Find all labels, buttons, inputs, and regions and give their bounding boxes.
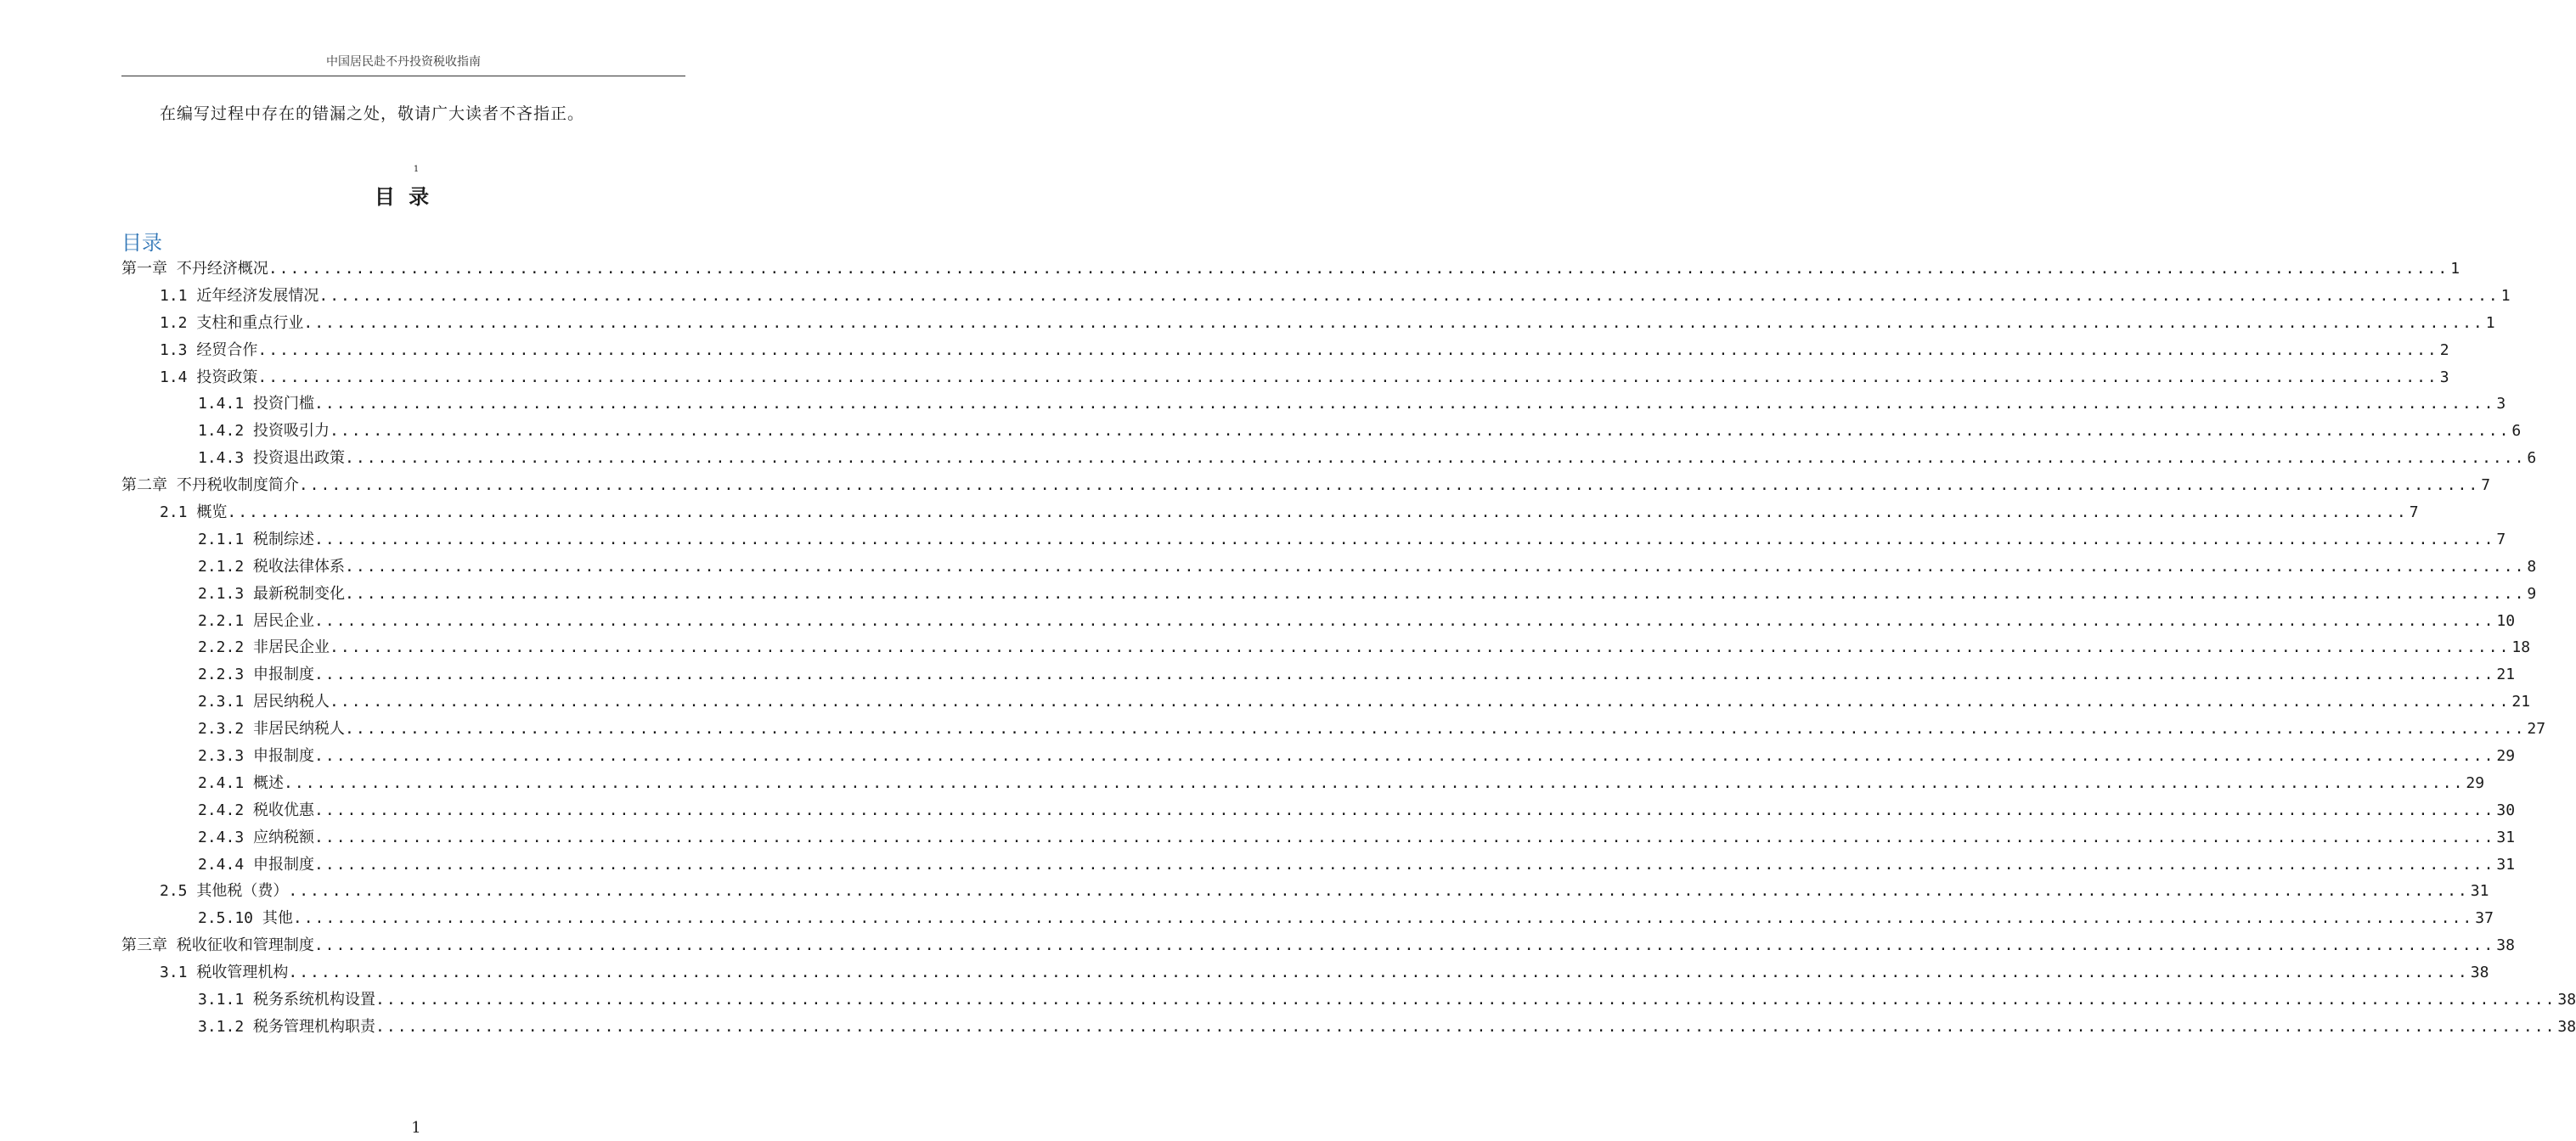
toc-entry-label: 1.2 支柱和重点行业	[160, 313, 304, 332]
toc-entry[interactable]	[121, 689, 2531, 716]
toc-entry[interactable]	[121, 959, 2489, 986]
toc-entry-page: 18	[2511, 638, 2531, 657]
toc-entry-label: 2.3.1 居民纳税人	[198, 693, 330, 711]
toc-entry-page: 31	[2496, 828, 2516, 846]
toc-entry[interactable]	[121, 716, 2546, 743]
toc-entry[interactable]	[121, 554, 2537, 581]
toc-entry[interactable]	[121, 797, 2516, 824]
toc-leader-dots: ........................................................................................................................................................................................................	[314, 801, 2495, 819]
toc-entry[interactable]	[121, 418, 2522, 445]
toc-leader-dots: ........................................................................................................................................................................................................	[314, 828, 2495, 846]
toc-entry-label: 2.1 概览	[160, 503, 228, 522]
toc-entry[interactable]	[121, 743, 2516, 770]
toc-entry[interactable]	[121, 337, 2449, 364]
toc-entry[interactable]	[121, 581, 2537, 608]
toc-entry-page: 21	[2496, 666, 2516, 684]
toc-entry-page: 37	[2475, 909, 2494, 928]
toc-entry-label: 1.3 经贸合作	[160, 340, 258, 359]
toc-leader-dots: ........................................................................................................................................................................................................	[345, 720, 2526, 739]
toc-entry-label: 3.1.2 税务管理机构职责	[198, 1017, 376, 1036]
toc-entry-page: 21	[2511, 693, 2531, 711]
toc-leader-dots: ........................................................................................................................................................................................................	[288, 882, 2469, 901]
toc-entry[interactable]	[121, 283, 2511, 310]
toc-leader-dots: ........................................................................................................................................................................................................	[298, 476, 2480, 495]
toc-entry[interactable]	[121, 445, 2537, 472]
running-header: 中国居民赴不丹投资税收指南	[121, 53, 685, 76]
toc-entry-page: 31	[2470, 882, 2489, 901]
toc-entry-label: 2.3.2 非居民纳税人	[198, 720, 346, 739]
toc-entry-label: 第二章 不丹税收制度简介	[121, 476, 299, 495]
toc-leader-dots: ........................................................................................................................................................................................................	[288, 964, 2469, 982]
toc-entry-page: 27	[2527, 720, 2546, 739]
toc-entry-page: 29	[2496, 747, 2516, 766]
toc-entry[interactable]	[121, 608, 2516, 635]
toc-entry-label: 2.1.2 税收法律体系	[198, 557, 346, 576]
toc-leader-dots: ........................................................................................................................................................................................................	[330, 638, 2511, 657]
toc-entry[interactable]	[121, 878, 2489, 905]
toc-entry-page: 38	[2557, 991, 2576, 1009]
toc-entry-page: 6	[2511, 422, 2522, 441]
toc-leader-dots: ........................................................................................................................................................................................................	[292, 909, 2474, 928]
toc-entry-page: 8	[2527, 557, 2537, 576]
toc-entry-page: 9	[2527, 584, 2537, 603]
toc-heading: 目录	[121, 231, 162, 255]
toc-entry-label: 2.4.3 应纳税额	[198, 828, 315, 846]
toc-entry-label: 2.4.2 税收优惠	[198, 801, 315, 819]
table-of-contents	[121, 256, 2576, 1041]
toc-leader-dots: ........................................................................................................................................................................................................	[227, 503, 2408, 522]
toc-entry[interactable]	[121, 932, 2515, 959]
toc-entry[interactable]	[121, 905, 2494, 932]
toc-leader-dots: ........................................................................................................................................................................................................	[314, 855, 2495, 874]
small-page-number: 1	[413, 165, 420, 174]
toc-entry-label: 2.5 其他税（费）	[160, 882, 289, 901]
toc-leader-dots: ........................................................................................................................................................................................................	[330, 422, 2511, 441]
toc-entry-label: 2.1.1 税制综述	[198, 530, 315, 548]
toc-entry[interactable]	[121, 391, 2506, 418]
toc-leader-dots: ........................................................................................................................................................................................................	[314, 395, 2495, 413]
toc-entry-page: 1	[2485, 313, 2495, 332]
toc-entry[interactable]	[121, 526, 2506, 554]
toc-entry-page: 38	[2557, 1017, 2576, 1036]
toc-leader-dots: ........................................................................................................................................................................................................	[375, 1017, 2556, 1036]
toc-leader-dots: ........................................................................................................................................................................................................	[375, 991, 2556, 1009]
toc-entry-label: 2.5.10 其他	[198, 909, 293, 928]
toc-entry-page: 1	[2500, 286, 2511, 305]
toc-entry-label: 1.4.1 投资门槛	[198, 395, 315, 413]
toc-entry-label: 2.3.3 申报制度	[198, 747, 315, 766]
toc-entry[interactable]	[121, 661, 2516, 689]
toc-entry-page: 2	[2439, 340, 2449, 359]
toc-entry-label: 3.1 税收管理机构	[160, 964, 289, 982]
toc-entry-label: 2.4.4 申报制度	[198, 855, 315, 874]
toc-leader-dots: ........................................................................................................................................................................................................	[314, 530, 2495, 548]
toc-entry-page: 7	[2409, 503, 2419, 522]
toc-entry-page: 6	[2527, 449, 2537, 468]
toc-entry-page: 10	[2496, 611, 2516, 630]
toc-leader-dots: ........................................................................................................................................................................................................	[345, 449, 2526, 468]
toc-entry[interactable]	[121, 256, 2460, 283]
toc-entry-page: 3	[2496, 395, 2506, 413]
toc-entry[interactable]	[121, 824, 2516, 852]
toc-leader-dots: ........................................................................................................................................................................................................	[314, 666, 2495, 684]
toc-entry[interactable]	[121, 364, 2449, 391]
toc-entry-page: 38	[2496, 936, 2515, 955]
toc-leader-dots: ........................................................................................................................................................................................................	[314, 747, 2495, 766]
toc-entry-page: 1	[2450, 260, 2460, 278]
toc-leader-dots: ........................................................................................................................................................................................................	[314, 611, 2495, 630]
toc-entry-label: 2.1.3 最新税制变化	[198, 584, 346, 603]
toc-entry-label: 1.4.3 投资退出政策	[198, 449, 346, 468]
toc-entry-label: 2.2.1 居民企业	[198, 611, 315, 630]
toc-entry-label: 第一章 不丹经济概况	[121, 260, 268, 278]
toc-leader-dots: ........................................................................................................................................................................................................	[318, 286, 2500, 305]
toc-entry[interactable]	[121, 770, 2485, 797]
toc-entry-label: 2.2.2 非居民企业	[198, 638, 330, 657]
toc-entry-label: 2.4.1 概述	[198, 773, 285, 792]
toc-entry-label: 第三章 税收征收和管理制度	[121, 936, 314, 955]
toc-entry-label: 2.2.3 申报制度	[198, 666, 315, 684]
toc-leader-dots: ........................................................................................................................................................................................................	[303, 313, 2484, 332]
footer-page-number: 1	[411, 1119, 421, 1137]
toc-entry-page: 3	[2439, 368, 2449, 386]
toc-entry[interactable]	[121, 986, 2576, 1014]
toc-entry-label: 1.4 投资政策	[160, 368, 258, 386]
toc-entry-label: 1.1 近年经济发展情况	[160, 286, 319, 305]
toc-leader-dots: ........................................................................................................................................................................................................	[257, 368, 2438, 386]
toc-entry-page: 7	[2496, 530, 2506, 548]
toc-leader-dots: ........................................................................................................................................................................................................	[268, 260, 2449, 278]
toc-leader-dots: ........................................................................................................................................................................................................	[330, 693, 2511, 711]
toc-entry[interactable]	[121, 1014, 2576, 1041]
toc-leader-dots: ........................................................................................................................................................................................................	[257, 340, 2438, 359]
toc-entry[interactable]	[121, 310, 2495, 337]
page-title: 目 录	[374, 185, 433, 209]
toc-entry-page: 29	[2466, 773, 2485, 792]
toc-entry-page: 31	[2496, 855, 2516, 874]
toc-entry[interactable]	[121, 852, 2516, 879]
toc-leader-dots: ........................................................................................................................................................................................................	[345, 584, 2526, 603]
toc-entry-page: 7	[2481, 476, 2491, 495]
toc-entry[interactable]	[121, 634, 2531, 661]
toc-leader-dots: ........................................................................................................................................................................................................	[284, 773, 2465, 792]
intro-text: 在编写过程中存在的错漏之处，敬请广大读者不吝指正。	[160, 104, 585, 123]
toc-entry[interactable]	[121, 472, 2491, 499]
toc-entry-label: 1.4.2 投资吸引力	[198, 422, 330, 441]
toc-leader-dots: ........................................................................................................................................................................................................	[313, 936, 2495, 955]
toc-entry-label: 3.1.1 税务系统机构设置	[198, 991, 376, 1009]
toc-leader-dots: ........................................................................................................................................................................................................	[345, 557, 2526, 576]
toc-entry[interactable]	[121, 499, 2419, 526]
toc-entry-page: 30	[2496, 801, 2516, 819]
toc-entry-page: 38	[2470, 964, 2489, 982]
